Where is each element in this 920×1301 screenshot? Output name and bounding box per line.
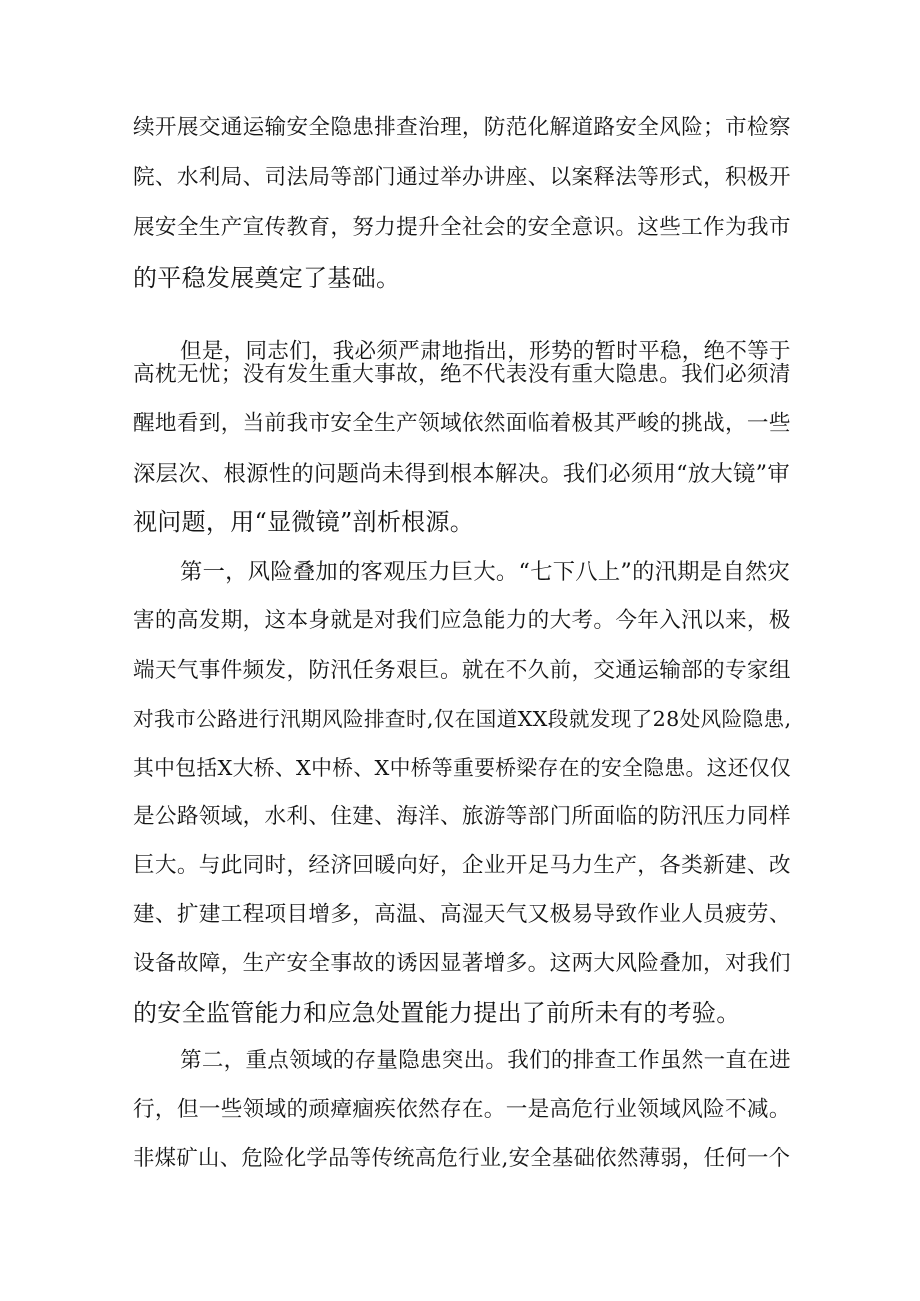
text-line: 对我市公路进行汛期风险排查时,仅在国道XX段就发现了28处风险隐患, — [133, 707, 792, 731]
paragraph-first-line: 第二，重点领域的存量隐患突出。我们的排查工作虽然一直在进 — [180, 1048, 791, 1073]
text-line: 续开展交通运输安全隐患排查治理，防范化解道路安全风险；市检察 — [133, 115, 791, 140]
text-line: 院、水利局、司法局等部门通过举办讲座、以案释法等形式，积极开 — [133, 165, 791, 190]
text-line: 展安全生产宣传教育，努力提升全社会的安全意识。这些工作为我市 — [133, 215, 791, 240]
text-line: 其中包括X大桥、X中桥、X中桥等重要桥梁存在的安全隐患。这还仅仅 — [133, 756, 792, 780]
paragraph-first-line: 第一，风险叠加的客观压力巨大。“七下八上”的汛期是自然灾 — [180, 559, 791, 585]
text-line: 是公路领域，水利、住建、海洋、旅游等部门所面临的防汛压力同样 — [133, 804, 791, 829]
text-line: 建、扩建工程项目增多，高温、高湿天气又极易导致作业人员疲劳、 — [133, 902, 791, 927]
text-line: 的安全监管能力和应急处置能力提出了前所未有的考验。 — [133, 999, 741, 1027]
text-line: 视问题，用“显微镜”剖析根源。 — [133, 508, 475, 536]
text-line: 端天气事件频发，防汛任务艰巨。就在不久前，交通运输部的专家组 — [133, 658, 791, 683]
text-line: 非煤矿山、危险化学品等传统高危行业,安全基础依然薄弱，任何一个 — [133, 1146, 791, 1171]
text-line: 深层次、根源性的问题尚未得到根本解决。我们必须用“放大镜”审 — [133, 461, 791, 487]
paragraph-first-line: 但是，同志们，我必须严肃地指出，形势的暂时平稳，绝不等于 — [180, 339, 791, 364]
text-line: 设备故障，生产安全事故的诱因显著增多。这两大风险叠加，对我们 — [133, 951, 791, 976]
text-line: 的平稳发展奠定了基础。 — [133, 264, 401, 292]
text-line: 行，但一些领域的顽瘴痼疾依然存在。一是高危行业领域风险不减。 — [133, 1097, 791, 1122]
text-line: 巨大。与此同时，经济回暖向好，企业开足马力生产，各类新建、改 — [133, 853, 791, 878]
text-line: 害的高发期，这本身就是对我们应急能力的大考。今年入汛以来，极 — [133, 608, 791, 633]
text-line: 高枕无忧；没有发生重大事故，绝不代表没有重大隐患。我们必须清 — [133, 362, 791, 387]
text-line: 醒地看到，当前我市安全生产领域依然面临着极其严峻的挑战，一些 — [133, 411, 791, 436]
